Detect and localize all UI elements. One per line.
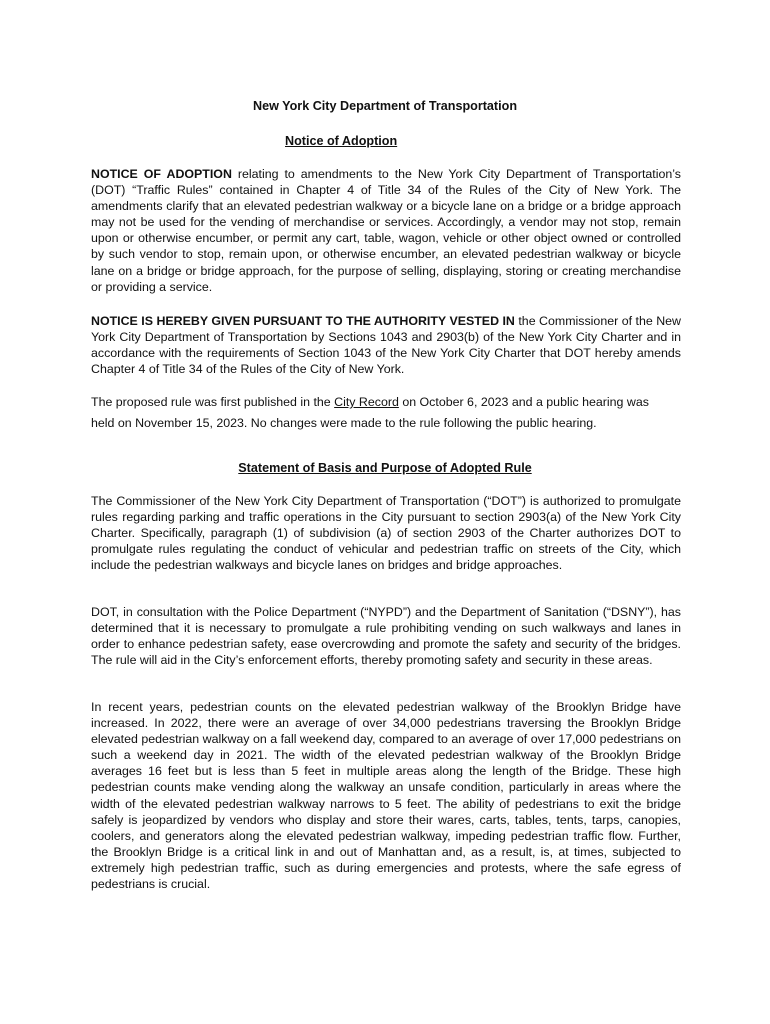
paragraph-body: the Commissioner of the New York City Department of Transportation by Sections 1043 and 2903(b) of the New York City Charter and in accordance with the requirements of Section 1043 of the New York City Charter that DOT hereby amends Chapter 4 of Title 34 of the Rules of the City of New York. [91, 314, 681, 377]
paragraph-body: relating to amendments to the New York City Department of Transportation’s (DOT) “Traffic Rules” contained in Chapter 4 of Title 34 of the Rules of the City of New York. The amendments clarify that an elevated pedestrian walkway or a bicycle lane on a bridge or a bridge approach may not be used for the vending of merchandise or services. Accordingly, a vendor may not stop, remain upon or otherwise encumber, or permit any cart, table, wagon, vehicle or other object owned or controlled by such vendor to stop, remain upon, or otherwise encumber, an elevated pedestrian walkway or bicycle lane on a bridge or bridge approach, for the purpose of selling, displaying, storing or creating merchandise or providing a service. [91, 167, 681, 294]
paragraph-publication [91, 392, 651, 433]
paragraph-notice-of-adoption [91, 166, 681, 295]
paragraph-text: The proposed rule was first published in the [91, 395, 335, 409]
notice-heading: Notice of Adoption [285, 134, 398, 148]
city-record-reference: City Record [334, 395, 399, 409]
paragraph-lead: NOTICE IS HEREBY GIVEN PURSUANT TO THE AUTHORITY VESTED IN [91, 314, 515, 328]
paragraph-text: on October 6, 2023 and a public hearing was held on November 15, 2023. No changes were made to the rule following the public hearing. [91, 395, 649, 430]
paragraph-commissioner-authority: The Commissioner of the New York City Department of Transportation (“DOT”) is authorized to promulgate rules regarding parking and traffic operations in the City pursuant to section 2903(a) of the New York City Charter. Specifically, paragraph (1) of subdivision (a) of section 2903 of the Charter authorizes DOT to promulgate rules regulating the conduct of vehicular and pedestrian traffic on streets of the City, which include the pedestrian walkways and bicycle lanes on bridges and bridge approaches. [91, 494, 681, 573]
paragraph-authority [91, 313, 681, 377]
paragraph-pedestrian-counts: In recent years, pedestrian counts on the elevated pedestrian walkway of the Brooklyn Bridge have increased. In 2022, there were an average of over 34,000 pedestrians traversing the Brooklyn Bridge elevated pedestrian walkway on a fall weekend day, compared to an average of over 17,000 pedestrians on such a weekend day in 2021. The width of the elevated pedestrian walkway of the Brooklyn Bridge averages 16 feet but is less than 5 feet in multiple areas along the length of the Bridge. These high pedestrian counts make vending along the walkway an unsafe condition, particularly in areas where the width of the elevated pedestrian walkway narrows to 5 feet. The ability of pedestrians to exit the bridge safely is jeopardized by vendors who display and store their wares, carts, tables, tents, tarps, canopies, coolers, and generators along the elevated pedestrian walkway, impeding pedestrian traffic flow. Further, the Brooklyn Bridge is a critical link in and out of Manhattan and, as a result, is, at times, subjected to extremely high pedestrian traffic, such as during emergencies and protests, where the safe egress of pedestrians is crucial. [91, 700, 681, 892]
paragraph-lead: NOTICE OF ADOPTION [91, 167, 232, 181]
department-title: New York City Department of Transportation [252, 99, 518, 113]
statement-heading: Statement of Basis and Purpose of Adopted Rule [238, 461, 532, 475]
paragraph-dot-consultation: DOT, in consultation with the Police Department (“NYPD”) and the Department of Sanitation (“DSNY”), has determined that it is necessary to promulgate a rule prohibiting vending on such walkways and lanes in order to enhance pedestrian safety, ease overcrowding and promote the safety and security of the bridges. The rule will aid in the City’s enforcement efforts, thereby promoting safety and security in these areas. [91, 605, 681, 668]
